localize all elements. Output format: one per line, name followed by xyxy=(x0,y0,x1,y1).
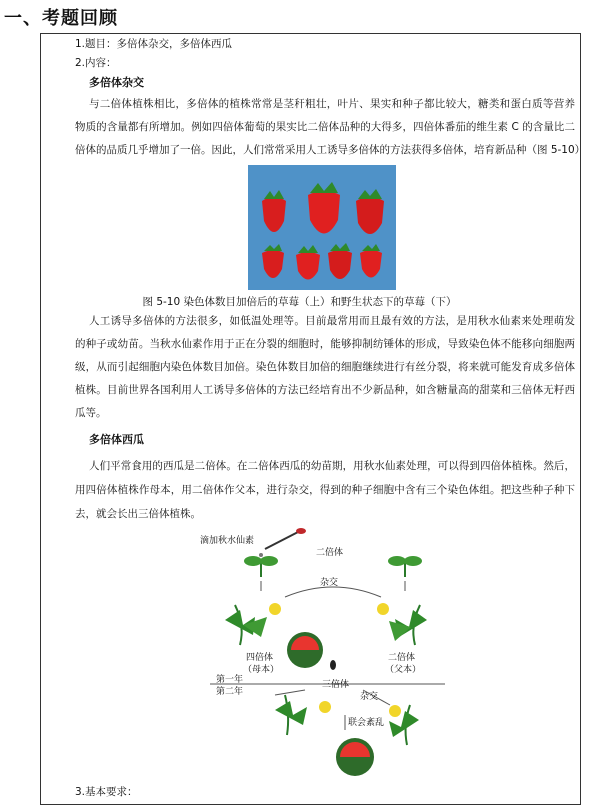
item-content: 2.内容： xyxy=(75,57,117,69)
item-topic: 1.题目：多倍体杂交，多倍体西瓜 xyxy=(75,38,233,50)
subsection-title-polyploid-watermelon: 多倍体西瓜 xyxy=(89,433,144,446)
label-father: （父本） xyxy=(385,665,422,675)
paragraph-line: 用四倍体植株作母本，用二倍体作父本，进行杂交，得到的种子细胞中含有三个染色体组。把这些种子种下 xyxy=(75,484,575,496)
paragraph-line: 与二倍体植株相比，多倍体的植株常常是茎秆粗壮，叶片、果实和种子都比较大，糖类和蛋白质等营养 xyxy=(89,98,575,110)
item-requirements: 3.基本要求： xyxy=(75,786,138,798)
label-cross-2: 杂交 xyxy=(360,692,379,702)
label-triploid: 三倍体 xyxy=(322,680,350,690)
seedling-right-icon xyxy=(388,556,422,577)
watermelon-breeding-diagram xyxy=(195,525,455,787)
label-diploid-right: 二倍体 xyxy=(388,653,416,663)
subsection-title-polyploid-cross: 多倍体杂交 xyxy=(89,76,144,89)
paragraph-line: 植株。目前世界各国利用人工诱导多倍体的方法已经培育出不少新品种，如含糖量高的甜菜和三倍体无籽西 xyxy=(75,384,575,396)
paragraph-line: 人们平常食用的西瓜是二倍体。在二倍体西瓜的幼苗期，用秋水仙素处理，可以得到四倍体植株。然后， xyxy=(89,460,575,472)
paragraph-line: 瓜等。 xyxy=(75,407,107,419)
strawberry-photo xyxy=(248,165,396,290)
arrow-left xyxy=(275,690,305,695)
paragraph-line: 人工诱导多倍体的方法很多，如低温处理等。目前最常用而且最有效的方法，是用秋水仙素来处理萌发 xyxy=(89,315,575,327)
paragraph-line: 物质的含量都有所增加。例如四倍体葡萄的果实比二倍体品种的大得多，四倍体番茄的维生素 C 的含量比二 xyxy=(75,121,575,133)
paragraph-line: 倍体的品质几乎增加了一倍。因此，人们常常采用人工诱导多倍体的方法获得多倍体，培育新品种（图 5-10） xyxy=(75,144,586,156)
seedling-left-icon xyxy=(244,556,278,577)
label-year-1: 第一年 xyxy=(216,675,244,685)
label-tetraploid: 四倍体 xyxy=(246,653,274,663)
seed-icon xyxy=(330,660,336,670)
label-mother: （母本） xyxy=(243,665,280,675)
seedless-watermelon-icon xyxy=(336,738,374,776)
pollinator-plant-icon xyxy=(389,705,419,745)
tetraploid-plant-icon xyxy=(225,603,281,645)
label-year-2: 第二年 xyxy=(216,687,244,697)
triploid-plant-icon xyxy=(275,695,331,735)
strawberry-image xyxy=(248,165,396,290)
label-meiosis-disorder: 联会紊乱 xyxy=(348,718,385,728)
section-title: 一、考题回顾 xyxy=(4,8,118,29)
label-diploid-top: 二倍体 xyxy=(316,548,344,558)
label-cross-1: 杂交 xyxy=(320,578,339,588)
dropper-icon xyxy=(259,528,306,557)
diploid-plant-icon xyxy=(377,603,427,645)
figure-caption: 图 5-10 染色体数目加倍后的草莓（上）和野生状态下的草莓（下） xyxy=(142,296,457,308)
paragraph-line: 级，从而引起细胞内染色体数目加倍。染色体数目加倍的细胞继续进行有丝分裂，将来就可能发育成多倍体 xyxy=(75,361,575,373)
watermelon-icon xyxy=(287,632,323,668)
paragraph-line: 去，就会长出三倍体植株。 xyxy=(75,508,201,520)
paragraph-line: 的种子或幼苗。当秋水仙素作用于正在分裂的细胞时，能够抑制纺锤体的形成，导致染色体不能移向细胞两 xyxy=(75,338,575,350)
label-colchicine: 滴加秋水仙素 xyxy=(200,536,255,546)
